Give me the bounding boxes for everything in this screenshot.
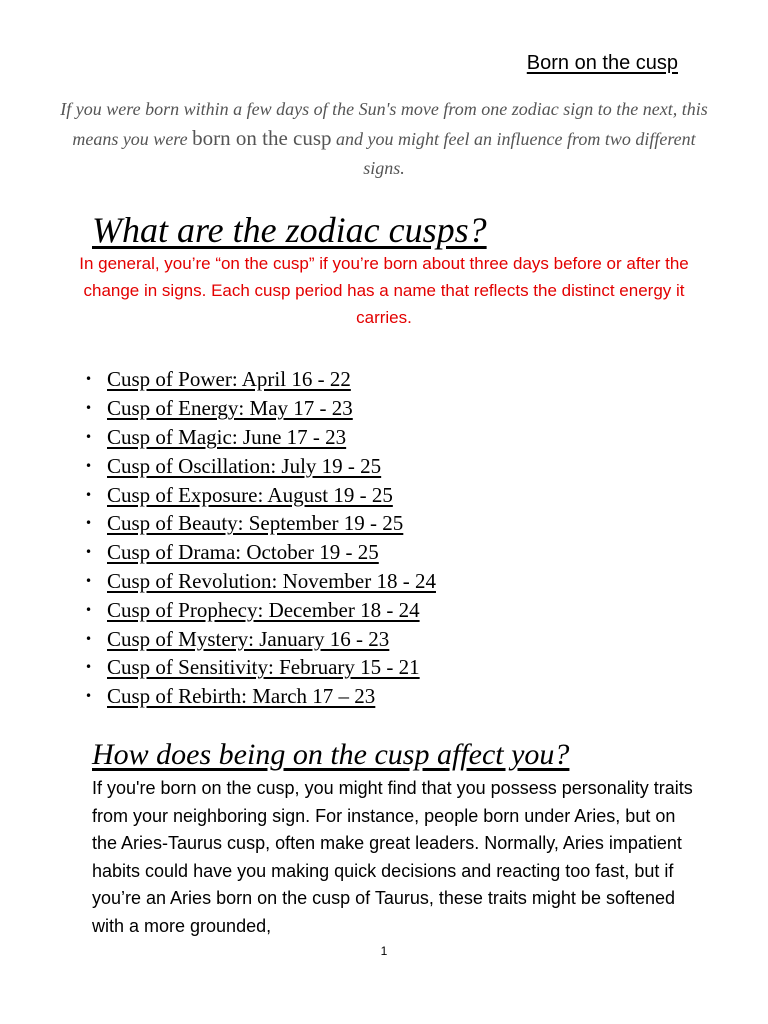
zodiac-cusps-heading: What are the zodiac cusps?: [92, 210, 487, 250]
list-item: [85, 423, 436, 452]
page-number: 1: [380, 944, 388, 958]
bullet-icon: •: [85, 487, 93, 502]
intro-text-part2: and you might feel an influence from two different signs.: [331, 129, 696, 178]
list-item: [85, 682, 436, 711]
intro-text-part1: If you were born within a few days of the Sun's move from one zodiac sign to the next, this means you were: [60, 99, 708, 149]
cusp-item-text: Cusp of Revolution: November 18 - 24: [107, 568, 436, 593]
bullet-icon: •: [85, 545, 93, 560]
cusp-item-text: Cusp of Magic: June 17 - 23: [107, 424, 347, 449]
cusp-item-text: Cusp of Oscillation: July 19 - 25: [107, 453, 382, 478]
bullet-icon: •: [85, 602, 93, 617]
bullet-icon: •: [85, 689, 93, 704]
cusp-definition-paragraph: In general, you’re “on the cusp” if you’re born about three days before or after the change in signs. Each cusp period has a name that reflects the distinct energy it carries.: [79, 254, 689, 327]
bullet-icon: •: [85, 458, 93, 473]
cusp-item-text: Cusp of Exposure: August 19 - 25: [107, 482, 393, 507]
list-item: [85, 567, 436, 596]
cusp-effect-paragraph: If you're born on the cusp, you might find that you possess personality traits from your neighboring sign. For instance, people born under Aries, but on the Aries-Taurus cusp, often make great leaders. Normally, Aries impatient habits could have you making quick decisions and reacting too fast, but if you’re an Aries born on the cusp of Taurus, these traits might be softened with a more grounded,: [92, 778, 693, 936]
list-item: [85, 624, 436, 653]
intro-emphasis: born on the cusp: [192, 126, 332, 150]
cusp-item-text: Cusp of Prophecy: December 18 - 24: [107, 597, 420, 622]
list-item: [85, 365, 436, 394]
cusp-item-text: Cusp of Beauty: September 19 - 25: [107, 511, 404, 536]
bullet-icon: •: [85, 573, 93, 588]
cusp-item-text: Cusp of Rebirth: March 17 – 23: [107, 684, 376, 709]
cusp-item-text: Cusp of Sensitivity: February 15 - 21: [107, 655, 420, 680]
list-item: [85, 595, 436, 624]
cusp-item-text: Cusp of Power: April 16 - 22: [107, 367, 351, 392]
list-item: [85, 653, 436, 682]
list-item: [85, 394, 436, 423]
list-item: [85, 480, 436, 509]
cusp-item-text: Cusp of Energy: May 17 - 23: [107, 396, 353, 421]
list-item: [85, 509, 436, 538]
bullet-icon: •: [85, 401, 93, 416]
bullet-icon: •: [85, 516, 93, 531]
intro-paragraph: [60, 95, 708, 183]
document-title: Born on the cusp: [526, 52, 678, 74]
list-item: [85, 538, 436, 567]
bullet-icon: •: [85, 429, 93, 444]
cusp-list: [85, 365, 436, 711]
bullet-icon: •: [85, 631, 93, 646]
bullet-icon: •: [85, 372, 93, 387]
bullet-icon: •: [85, 660, 93, 675]
cusp-item-text: Cusp of Drama: October 19 - 25: [107, 540, 379, 565]
list-item: [85, 451, 436, 480]
cusp-item-text: Cusp of Mystery: January 16 - 23: [107, 626, 390, 651]
cusp-effect-heading: How does being on the cusp affect you?: [92, 738, 570, 771]
